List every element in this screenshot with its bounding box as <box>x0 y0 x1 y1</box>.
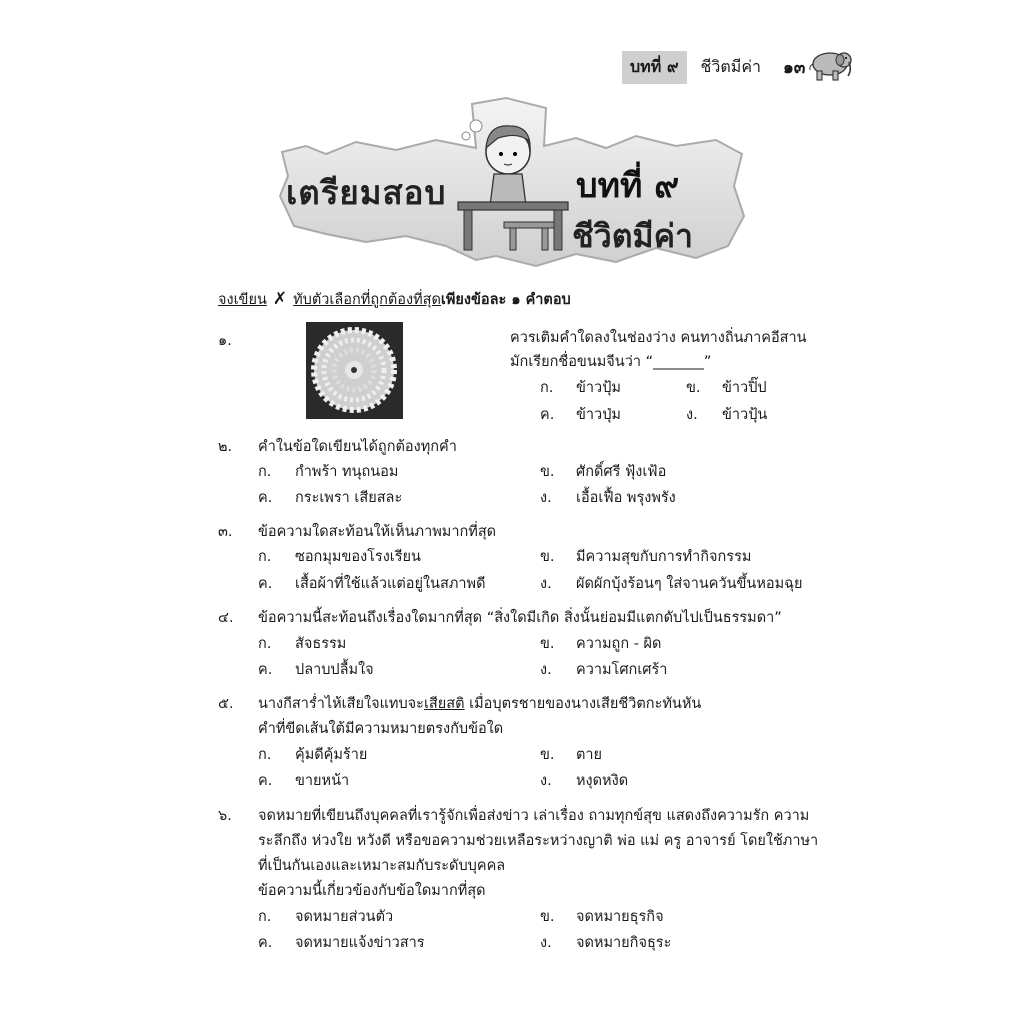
option-letter: ข. <box>540 549 555 565</box>
option-text: ความถูก - ผิด <box>576 636 662 652</box>
elephant-icon <box>806 48 852 86</box>
option-text: ศักดิ์ศรี ฟุ้งเฟ้อ <box>576 464 667 480</box>
option-letter: ค. <box>258 935 273 951</box>
option-text: ผัดผักบุ้งร้อนๆ ใส่จานควันขึ้นหอมฉุย <box>576 576 803 592</box>
question-text: ข้อความนี้เกี่ยวข้องกับข้อใดมากที่สุด <box>258 883 486 899</box>
instruction-part2: ทับตัวเลือกที่ถูกต้องที่สุด <box>293 292 441 308</box>
question-text: ข้อความใดสะท้อนให้เห็นภาพมากที่สุด <box>258 524 497 540</box>
option-text: ซอกมุมของโรงเรียน <box>295 549 421 565</box>
question-text: นางกีสาร่ำไห้เสียใจแทบจะเสียสติ เมื่อบุตรชายของนางเสียชีวิตกะทันหัน <box>258 696 702 712</box>
option-text: ข้าวปุ่ม <box>576 407 621 423</box>
option-text: มีความสุขกับการทำกิจกรรม <box>576 549 752 565</box>
option-text: เอื้อเฟื้อ พรุงพรัง <box>576 490 676 506</box>
question-text: คำที่ขีดเส้นใต้มีความหมายตรงกับข้อใด <box>258 721 504 737</box>
question-number: ๒. <box>218 439 233 455</box>
option-text: เสื้อผ้าที่ใช้แล้วแต่อยู่ในสภาพดี <box>295 576 486 592</box>
banner-chapter-title: ชีวิตมีค่า <box>572 217 693 255</box>
option-letter: ก. <box>258 549 272 565</box>
option-text: ข้าวปุ้น <box>722 407 768 423</box>
option-letter: ค. <box>258 490 273 506</box>
banner-chapter: บทที่ ๙ <box>576 166 680 206</box>
option-text: สัจธรรม <box>295 636 347 652</box>
x-mark-icon: ✗ <box>272 289 288 309</box>
khanom-jeen-photo <box>306 322 403 419</box>
option-text: ความโศกเศร้า <box>576 662 668 678</box>
option-letter: ค. <box>258 773 273 789</box>
option-text: คุ้มดีคุ้มร้าย <box>295 747 368 763</box>
option-letter: ข. <box>540 747 555 763</box>
question-number: ๕. <box>218 696 234 712</box>
option-text: ปลาบปลื้มใจ <box>295 662 374 678</box>
option-text: หงุดหงิด <box>576 773 629 789</box>
option-letter: ค. <box>258 662 273 678</box>
option-text: ข้าวปิ๊ป <box>722 380 767 396</box>
question-text: จดหมายที่เขียนถึงบุคคลที่เรารู้จักเพื่อส่งข่าว เล่าเรื่อง ถามทุกข์สุข แสดงถึงความรัก ความ <box>258 808 810 824</box>
underlined-word: เสียสติ <box>423 696 465 712</box>
option-text: กำพร้า ทนุถนอม <box>295 464 399 480</box>
option-letter: ง. <box>540 662 552 678</box>
option-text: จดหมายส่วนตัว <box>295 909 394 925</box>
question-text: มักเรียกชื่อขนมจีนว่า “_______” <box>510 354 712 370</box>
option-letter: ง. <box>540 576 552 592</box>
chapter-name: ชีวิตมีค่า <box>700 56 762 76</box>
option-text: ขายหน้า <box>295 773 350 789</box>
option-letter: ค. <box>258 576 273 592</box>
instruction-part3: เพียงข้อละ ๑ คำตอบ <box>440 292 571 308</box>
option-letter: ข. <box>540 636 555 652</box>
option-letter: ข. <box>540 909 555 925</box>
option-letter: ง. <box>686 407 698 423</box>
chapter-box: บทที่ ๙ <box>622 51 687 84</box>
option-letter: ง. <box>540 773 552 789</box>
question-text: ข้อความนี้สะท้อนถึงเรื่องใดมากที่สุด “สิ่งใดมีเกิด สิ่งนั้นย่อมมีแตกดับไปเป็นธรรมดา” <box>258 610 782 626</box>
option-letter: ก. <box>258 909 272 925</box>
option-letter: ก. <box>258 464 272 480</box>
question-text: ที่เป็นกันเองและเหมาะสมกับระดับบุคคล <box>258 858 506 874</box>
option-text: จดหมายกิจธุระ <box>576 935 672 951</box>
option-letter: ข. <box>686 380 701 396</box>
page-number: ๑๓ <box>783 57 806 78</box>
question-number: ๖. <box>218 808 232 824</box>
instruction-part1: จงเขียน <box>218 292 267 308</box>
question-text: ควรเติมคำใดลงในช่องว่าง คนทางถิ่นภาคอีสาน <box>510 330 807 346</box>
option-letter: ก. <box>540 380 554 396</box>
option-text: จดหมายแจ้งข่าวสาร <box>295 935 425 951</box>
option-letter: ค. <box>540 407 555 423</box>
banner-left-text: เตรียมสอบ <box>286 173 447 212</box>
option-text: ตาย <box>576 747 603 763</box>
instruction-line <box>218 288 571 311</box>
question-number: ๔. <box>218 610 234 626</box>
option-letter: ง. <box>540 490 552 506</box>
option-text: ข้าวปุ้ม <box>576 380 621 396</box>
question-number: ๓. <box>218 524 233 540</box>
option-text: กระเพรา เสียสละ <box>295 490 403 506</box>
page-header <box>622 48 805 86</box>
question-text: คำในข้อใดเขียนได้ถูกต้องทุกคำ <box>258 439 457 455</box>
option-letter: ข. <box>540 464 555 480</box>
question-number: ๑. <box>218 333 232 349</box>
option-letter: ก. <box>258 636 272 652</box>
option-text: จดหมายธุรกิจ <box>576 909 664 925</box>
chapter-banner <box>276 96 746 276</box>
option-letter: ก. <box>258 747 272 763</box>
option-letter: ง. <box>540 935 552 951</box>
question-text: ระลึกถึง ห่วงใย หวังดี หรือขอความช่วยเหลือระหว่างญาติ พ่อ แม่ ครู อาจารย์ โดยใช้ภาษา <box>258 833 819 849</box>
